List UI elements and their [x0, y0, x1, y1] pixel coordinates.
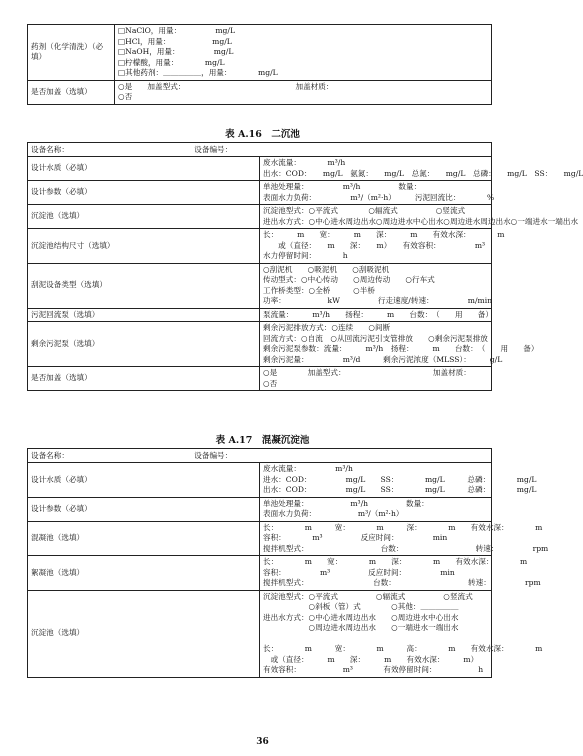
row-content — [260, 497, 492, 521]
table-caption: 表 A.17 混凝沉淀池 — [215, 435, 310, 446]
row-content — [260, 157, 583, 181]
row-label: 设计参数（必填） — [28, 181, 260, 205]
line: 废水流量： m³/h — [263, 464, 353, 473]
line — [263, 634, 488, 645]
row-label: 沉淀池结构尺寸（选填） — [28, 229, 260, 264]
line: 剩余污泥量： m³/d 剩余污泥浓度（MLSS）： g/L — [263, 354, 503, 364]
page-number: 36 — [256, 737, 269, 747]
line: □柠檬酸，用量： mg/L — [118, 57, 225, 67]
table-row — [28, 521, 492, 556]
row-label: 混凝池（选填） — [28, 521, 260, 556]
row-content — [115, 80, 492, 104]
row-label: 絮凝池（选填） — [28, 556, 260, 591]
table-row — [28, 205, 492, 229]
row-label: 污泥回流泵（选填） — [28, 308, 260, 322]
line: 功率： kW 行走速度/转速： m/min — [263, 296, 493, 305]
table-row — [28, 497, 492, 521]
line: 传动型式：○中心传动 ○周边传动 ○行车式 — [263, 275, 435, 284]
table-row — [28, 263, 492, 308]
line: 长： m 宽： m 深： m 有效水深： m — [263, 522, 543, 532]
line: ○斜板（管）式 ○其他：＿＿＿＿＿ — [263, 602, 459, 611]
table-row — [28, 229, 492, 264]
line: ○刮泥机 ○吸泥机 ○刮吸泥机 — [263, 264, 390, 274]
line: 进出水方式：○中心进水周边出水○周边进水中心出水○周边进水周边出水○一端进水一端出水 — [263, 216, 579, 226]
line: 容积： m³ 反应时间： min — [263, 533, 448, 542]
line: 有效容积： m³ 有效停留时间： h — [263, 665, 484, 674]
line: 泵流量： m³/h 扬程： m 台数： （ 用 备） — [263, 309, 493, 319]
equipment-name-number: 设备名称： 设备编号： — [28, 449, 492, 463]
line: 长： m 宽： m 高： m 有效水深： m — [263, 644, 543, 653]
line: 剩余污泥排放方式：○连续 ○间断 — [263, 323, 391, 332]
line: 或（直径： m 深： m） 有效容积： m³ — [263, 240, 486, 250]
line: 进出水方式：○中心进水周边出水 ○周边进水中心出水 — [263, 612, 459, 622]
line: 搅拌机型式： 台数： 转速： rpm — [263, 543, 549, 553]
table-row — [28, 367, 492, 391]
row-label: 是否加盖（选填） — [28, 80, 115, 104]
row-content — [260, 556, 541, 591]
line: 搅拌机型式： 台数： 转速： rpm — [263, 578, 541, 587]
table-row — [28, 157, 492, 181]
line: 出水：COD： mg/L 氨氮： mg/L 总氮： mg/L 总磷： mg/L SS： mg/L — [263, 168, 583, 178]
row-label: 沉淀池（选填） — [28, 590, 260, 677]
line: 单池处理量： m³/h 数量： — [263, 498, 429, 508]
row-content — [260, 181, 495, 205]
row-content — [260, 205, 579, 229]
line: 废水流量： m³/h — [263, 158, 346, 167]
line: 剩余污泥泵参数：流量： m³/h 扬程： m 台数： （ 用 备） — [263, 344, 539, 353]
table-header-row — [28, 449, 492, 463]
table-row — [28, 463, 492, 498]
line: ○否 — [263, 378, 278, 388]
line: ○是 加盖型式： 加盖材质： — [118, 81, 334, 91]
equipment-name-number: 设备名称： 设备编号： — [28, 143, 492, 157]
table-prev — [27, 24, 492, 105]
line: 或（直径： m 深： m 有效水深： m） — [263, 654, 479, 664]
row-content — [260, 590, 543, 677]
line: □NaOH，用量： mg/L — [118, 47, 234, 56]
line: 长： m 宽： m 深： m 有效水深： m — [263, 230, 505, 239]
table-a16 — [27, 142, 583, 391]
table-row — [28, 556, 492, 591]
row-content — [260, 367, 492, 391]
row-content — [115, 25, 492, 81]
row-content — [260, 521, 549, 556]
line: 沉淀池型式：○平流式 ○辐流式 ○竖流式 — [263, 591, 473, 601]
line: □其他药剂：＿＿＿＿＿，用量： mg/L — [118, 68, 278, 77]
row-label: 剩余污泥泵（选填） — [28, 322, 260, 367]
row-label: 设计参数（必填） — [28, 497, 260, 521]
table-row — [28, 322, 492, 367]
row-label: 是否加盖（选填） — [28, 367, 260, 391]
row-label: 药剂（化学清洗）（必填） — [28, 25, 115, 81]
line: 单池处理量： m³/h 数量： — [263, 182, 422, 191]
line: 沉淀池型式：○平流式 ○辐流式 ○竖流式 — [263, 206, 466, 215]
line: 容积： m³ 反应时间： min — [263, 567, 455, 577]
row-content — [260, 322, 539, 367]
line: ○否 — [118, 92, 133, 101]
row-label: 设计水质（必填） — [28, 463, 260, 498]
row-content — [260, 463, 537, 498]
row-content — [260, 263, 492, 308]
row-label: 沉淀池（选填） — [28, 205, 260, 229]
line: 表面水力负荷： m³/（m²·h） — [263, 509, 404, 518]
table-row — [28, 80, 492, 104]
line: ○是 加盖型式： 加盖材质： — [263, 368, 471, 377]
table-a17 — [27, 448, 549, 678]
line: 出水：COD： mg/L SS： mg/L 总磷： mg/L — [263, 485, 537, 494]
line: □HCl，用量： mg/L — [118, 36, 232, 46]
line: 进水：COD： mg/L SS： mg/L 总磷： mg/L — [263, 474, 537, 484]
table-row — [28, 590, 492, 677]
row-label: 刮泥设备类型（选填） — [28, 263, 260, 308]
line: 回流方式：○自流 ○从回流污泥引支管排放 ○剩余污泥泵排放 — [263, 333, 488, 343]
table-caption: 表 A.16 二沉池 — [225, 129, 300, 140]
table-row — [28, 181, 492, 205]
line: ○周边进水周边出水 ○一端进水一端出水 — [263, 623, 459, 632]
table-row — [28, 308, 492, 322]
line: 表面水力负荷： m³/（m²·h） 污泥回流比： % — [263, 192, 495, 202]
row-content — [260, 308, 492, 322]
line: 长： m 宽： m 深： m 有效水深： m — [263, 557, 528, 566]
line: 工作桥类型：○全桥 ○半桥 — [263, 285, 375, 295]
table-header-row — [28, 143, 492, 157]
row-label: 设计水质（必填） — [28, 157, 260, 181]
table-row — [28, 25, 492, 81]
line: □NaClO，用量： mg/L — [118, 26, 236, 35]
line: 水力停留时间： h — [263, 251, 348, 260]
row-content — [260, 229, 505, 264]
